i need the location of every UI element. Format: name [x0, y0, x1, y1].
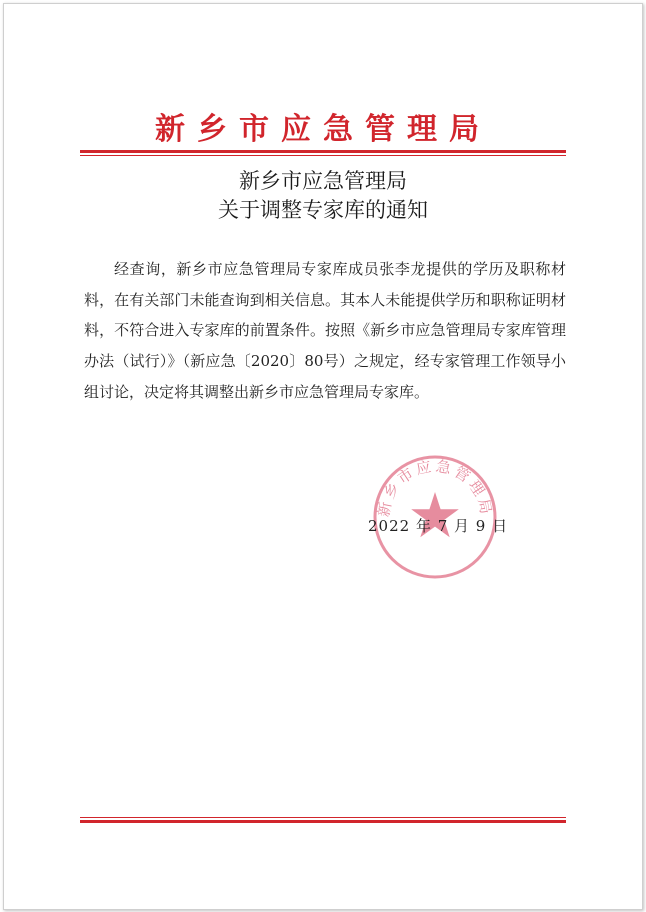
header-red-rule-thin [80, 155, 566, 156]
issuing-organization-header: 新乡市应急管理局 [155, 112, 491, 147]
footer-red-rule-thick [80, 820, 566, 823]
header-red-rule-thick [80, 150, 566, 153]
document-title-line-1: 新乡市应急管理局 [239, 169, 407, 193]
seal-text: 新乡市应急管理局 [374, 457, 496, 519]
footer-red-rule-thin [80, 817, 566, 818]
document-title-line-2: 关于调整专家库的通知 [218, 198, 428, 222]
issue-date: 2022 年 7 月 9 日 [368, 517, 509, 535]
notice-body-paragraph: 经查询，新乡市应急管理局专家库成员张李龙提供的学历及职称材料，在有关部门未能查询到相关信息。其本人未能提供学历和职称证明材料，不符合进入专家库的前置条件。按照《新乡市应急管理局专家库管理办法（试行）》（新应急〔2020〕80号）之规定，经专家管理工作领导小组讨论，决定将其调整出新乡市应急管理局专家库。 [84, 260, 566, 401]
